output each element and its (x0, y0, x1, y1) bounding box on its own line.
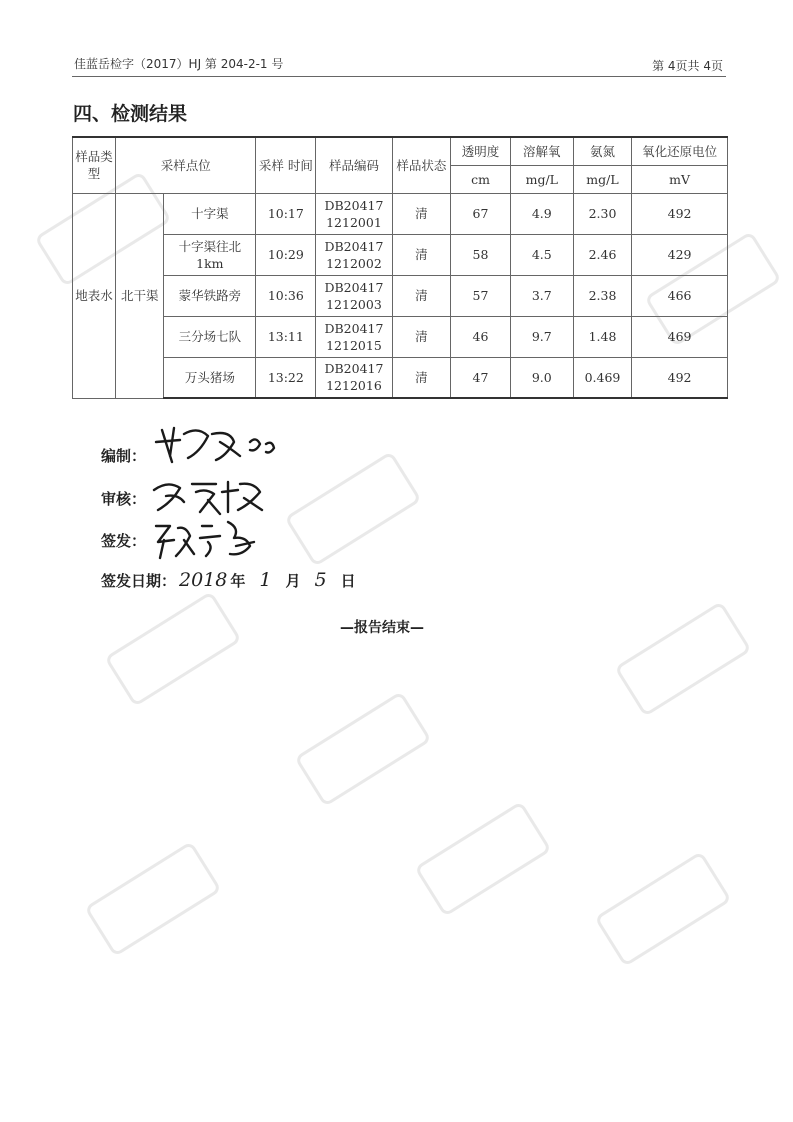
site-cell: 三分场七队 (164, 316, 256, 357)
header-sampling-site: 采样点位 (116, 137, 256, 193)
table-row (73, 193, 728, 234)
page-info: 第 4页共 4页 (652, 59, 723, 73)
table-row (73, 357, 728, 398)
state-cell: 清 (392, 275, 451, 316)
watermark-stamp (594, 851, 732, 967)
code-cell: DB20417 1212002 (316, 234, 392, 275)
transparency-cell: 46 (451, 316, 511, 357)
header-sample-code: 样品编码 (316, 137, 392, 193)
reviewed-by-label: 审核： (101, 490, 147, 508)
table-row (73, 275, 728, 316)
watermark-stamp (104, 591, 242, 707)
date-month: 1 (259, 569, 272, 591)
state-cell: 清 (392, 234, 451, 275)
code-cell: DB20417 1212016 (316, 357, 392, 398)
document-number: 佳蓝岳检字（2017）HJ 第 204-2-1 号 (74, 57, 284, 71)
header-dissolved-oxygen: 溶解氧 (510, 137, 573, 165)
watermark-stamp (614, 601, 752, 717)
time-cell: 10:36 (256, 275, 316, 316)
transparency-cell: 58 (451, 234, 511, 275)
orp-cell: 492 (632, 357, 728, 398)
compiled-by-label: 编制： (101, 447, 147, 465)
site-cell: 万头猪场 (164, 357, 256, 398)
header-sample-state: 样品状态 (392, 137, 451, 193)
header-sample-type: 样品类型 (73, 137, 116, 193)
state-cell: 清 (392, 316, 451, 357)
state-cell: 清 (392, 357, 451, 398)
site-cell: 十字渠往北 1km (164, 234, 256, 275)
transparency-cell: 57 (451, 275, 511, 316)
state-cell: 清 (392, 193, 451, 234)
header-divider (72, 76, 726, 77)
unit-orp: mV (632, 165, 728, 193)
table-row (73, 316, 728, 357)
date-year: 2018 (179, 569, 228, 591)
table-row (73, 234, 728, 275)
nh3n-cell: 2.30 (573, 193, 631, 234)
code-cell: DB20417 1212001 (316, 193, 392, 234)
watermark-stamp (84, 841, 222, 957)
code-cell: DB20417 1212015 (316, 316, 392, 357)
section-title: 四、检测结果 (73, 103, 188, 125)
do-cell: 3.7 (510, 275, 573, 316)
site-cell: 十字渠 (164, 193, 256, 234)
transparency-cell: 67 (451, 193, 511, 234)
do-cell: 9.0 (510, 357, 573, 398)
time-cell: 10:29 (256, 234, 316, 275)
watermark-stamp (414, 801, 552, 917)
watermark-stamp (284, 451, 422, 567)
header-sampling-time: 采样 时间 (256, 137, 316, 193)
orp-cell: 466 (632, 275, 728, 316)
do-cell: 9.7 (510, 316, 573, 357)
header-ammonia-nitrogen: 氨氮 (573, 137, 631, 165)
date-label: 签发日期： (101, 572, 177, 590)
nh3n-cell: 0.469 (573, 357, 631, 398)
orp-cell: 429 (632, 234, 728, 275)
compiled-by-signature (150, 412, 290, 472)
nh3n-cell: 2.38 (573, 275, 631, 316)
unit-dissolved-oxygen: mg/L (510, 165, 573, 193)
do-cell: 4.9 (510, 193, 573, 234)
unit-transparency: cm (451, 165, 511, 193)
date-day: 5 (314, 569, 327, 591)
header-transparency: 透明度 (451, 137, 511, 165)
sample-type-cell: 地表水 (73, 193, 116, 398)
report-end-mark: —报告结束— (340, 620, 424, 636)
time-cell: 13:22 (256, 357, 316, 398)
nh3n-cell: 2.46 (573, 234, 631, 275)
transparency-cell: 47 (451, 357, 511, 398)
header-orp: 氧化还原电位 (632, 137, 728, 165)
approved-by-signature (150, 512, 270, 564)
results-table (72, 136, 728, 399)
watermark-stamp (294, 691, 432, 807)
site-cell: 蒙华铁路旁 (164, 275, 256, 316)
site-group-cell: 北干渠 (116, 193, 164, 398)
approved-by-label: 签发： (101, 532, 147, 550)
date-month-unit: 月 (285, 572, 301, 590)
time-cell: 10:17 (256, 193, 316, 234)
time-cell: 13:11 (256, 316, 316, 357)
approval-date (101, 569, 356, 591)
orp-cell: 469 (632, 316, 728, 357)
orp-cell: 492 (632, 193, 728, 234)
nh3n-cell: 1.48 (573, 316, 631, 357)
date-day-unit: 日 (340, 572, 356, 590)
code-cell: DB20417 1212003 (316, 275, 392, 316)
do-cell: 4.5 (510, 234, 573, 275)
date-year-unit: 年 (230, 572, 246, 590)
unit-ammonia-nitrogen: mg/L (573, 165, 631, 193)
